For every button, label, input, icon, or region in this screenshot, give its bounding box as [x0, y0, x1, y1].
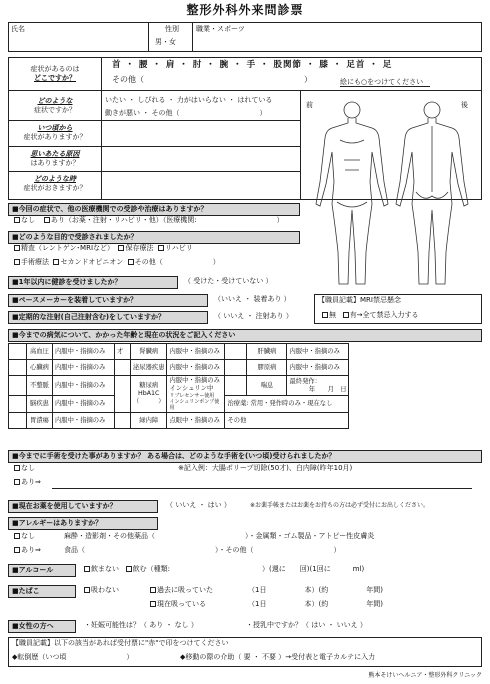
checkbox-icon[interactable] [14, 547, 20, 553]
history-table[interactable]: 高血圧 内服中・指摘のみ 才 腎臓病 内服中・指摘のみ 肝臓病 内服中・指摘のみ 心臓病 内服中・指摘のみ 泌尿器疾患 内服中・指摘のみ 膠原病 内服中・指摘のみ 不整脈 内服中・指摘のみ 糖尿病 HbA1C （ ） 内服中・指摘のみ インシュリン中 リブレセンサー使用 インシュリンポンプ使用 喘息 最終発作： 年 月 日 脳疾患 内服中・指摘のみ 治療薬: 常用・発作時のみ・現在なし 胃潰瘍 内服中・指摘のみ 緑内障 点眼中・指摘のみ その他 [8, 343, 349, 429]
q-women-nursing[interactable]: ・授乳中ですか？（ はい ・ いいえ ） [246, 621, 367, 629]
figure-caption: 絵にも○をつけてください [340, 78, 424, 86]
body-figure[interactable] [302, 92, 482, 292]
q-medicine-answer[interactable]: （ いいえ ・ はい ） [166, 501, 231, 509]
checkbox-icon[interactable] [343, 312, 349, 318]
checkbox-icon[interactable] [158, 245, 164, 251]
q-surgery-none[interactable]: なし [14, 464, 35, 473]
checkbox-icon[interactable] [118, 245, 124, 251]
checkbox-icon[interactable] [126, 566, 132, 572]
q-injection-header: ■定期的な注射(自己注射含む)をしていますか？ [8, 311, 208, 324]
sex-label: 性別 [165, 25, 179, 33]
staff-mri-title: 【職員記載】MRI禁忌懸念 [318, 296, 401, 304]
q-smoke-now[interactable]: 現在吸っている [150, 600, 206, 609]
q-surgery-yes[interactable]: あり⇒ [14, 478, 41, 487]
q-women-pregnant[interactable]: ・妊娠可能性は？（ あり ・ なし ） [84, 621, 198, 629]
checkbox-icon[interactable] [53, 259, 59, 265]
q-medicine-note: ※お薬手帳またはお薬をお持ちの方は必ず受付にお出しください。 [250, 502, 430, 509]
q-other-clinic-header: ■今回の症状で、他の医療機関での受診や治療はありますか？ [8, 203, 300, 216]
body-parts-other[interactable]: その他（ ） [112, 75, 312, 84]
front-label: 前 [306, 101, 313, 109]
q-allergy-none[interactable]: なし [14, 532, 35, 541]
how-options[interactable]: いたい ・ しびれる ・ 力がはいらない ・ はれている [105, 96, 273, 104]
q-pacemaker-header: ■ペースメーカーを装着していますか？ [8, 294, 208, 307]
q-smoke-past[interactable]: 過去に吸っていた [150, 586, 213, 595]
q-smoke-past-detail[interactable]: （1日 本）(約 年間) [248, 586, 383, 594]
timing-label: どのような時 症状がおきますか？ [23, 175, 87, 192]
when-label: いつ頃から 症状がありますか？ [23, 124, 87, 141]
q-other-clinic-options[interactable]: なし あり（お薬・注射・リハビリ・他）（医療機関: ） [14, 216, 284, 225]
job-label: 職業・スポーツ [196, 25, 245, 33]
q-checkup-header: ■1年以内に健診を受けましたか？ [8, 276, 178, 289]
q-allergy-food[interactable]: 食品（ ）・その他（ ） [64, 546, 341, 554]
body-front-icon [316, 102, 388, 284]
staff-note-title: 【職員記載】以下の該当があれば受付票に"赤"で印をつけてください [12, 639, 229, 647]
q-smoke-no[interactable]: 吸わない [84, 586, 119, 595]
name-label: 氏名 [11, 25, 25, 33]
staff-note-move[interactable]: ◆移動の際の介助（ 要 ・ 不要 ）→受付表と電子カルテに入力 [180, 653, 376, 661]
q-alcohol-options[interactable]: 飲まない 飲む（種類: ）(週に 回)(1回に ml) [84, 565, 364, 574]
checkbox-icon[interactable] [14, 217, 20, 223]
checkbox-icon[interactable] [14, 465, 20, 471]
q-allergy-drug[interactable]: 麻酔・造影剤・その他薬品（ ）・金属類・ゴム製品・アトピー性皮膚炎 [64, 532, 375, 540]
q-smoke-header: ■たばこ [8, 585, 76, 598]
staff-mri-options[interactable]: 無 有→全て禁忌入力する [322, 311, 419, 320]
cause-label: 思いあたる原因 はありますか？ [30, 150, 80, 167]
sex-options[interactable]: 男・女 [155, 38, 176, 46]
q-medicine-header: ■現在お薬を使用していますか？ [8, 500, 158, 513]
how-label: どのような 症状ですか？ [34, 97, 76, 114]
back-label: 後 [461, 101, 468, 109]
q-pacemaker-answer[interactable]: （いいえ ・ 装着あり ） [214, 295, 291, 303]
q-surgery-header: ■今までに手術を受けた事がありますか？ ある場合は、どのような手術を(いつ頃)受けられましたか？ [8, 450, 482, 463]
q-allergy-header: ■アレルギーはありますか？ [8, 517, 158, 530]
checkbox-icon[interactable] [14, 533, 20, 539]
q-alcohol-header: ■アルコール [8, 564, 76, 577]
header-box [8, 22, 482, 52]
checkbox-icon[interactable] [150, 587, 156, 593]
q-surgery-example: ※記入例：大腸ポリープ切除(50才)、白内障(昨年10月) [178, 464, 353, 472]
q-purpose-row2[interactable]: 手術療法 セカンドオピニオン その他（ ） [14, 258, 220, 267]
q-history-header: ■今までの病気について、かかった年齢と現在の状況をご記入ください [8, 329, 482, 342]
checkbox-icon[interactable] [322, 312, 328, 318]
q-checkup-answer[interactable]: （ 受けた・受けていない ） [184, 277, 273, 285]
footer-clinic: 熊本そけいヘルニア・整形外科クリニック [368, 672, 482, 679]
checkbox-icon[interactable] [44, 217, 50, 223]
body-parts-options[interactable]: 首 ・ 腰 ・ 肩 ・ 肘 ・ 腕 ・ 手 ・ 股関節 ・ 膝 ・ 足首 ・ 足 [112, 60, 393, 70]
form-title: 整形外科外来問診票 [186, 3, 304, 17]
q-purpose-header: ■どのような目的で受診されましたか？ [8, 231, 300, 244]
body-back-icon [396, 102, 468, 284]
checkbox-icon[interactable] [84, 566, 90, 572]
q-allergy-yes[interactable]: あり⇒ [14, 546, 41, 555]
checkbox-icon[interactable] [128, 259, 134, 265]
checkbox-icon[interactable] [150, 601, 156, 607]
checkbox-icon[interactable] [84, 587, 90, 593]
staff-note-fall[interactable]: ◆転倒歴（いつ頃 ） [12, 653, 134, 661]
checkbox-icon[interactable] [14, 259, 20, 265]
checkbox-icon[interactable] [14, 479, 20, 485]
checkbox-icon[interactable] [14, 245, 20, 251]
q-purpose-row1[interactable]: 精査（レントゲン･MRIなど） 保存療法 リハビリ [14, 244, 193, 253]
q-smoke-now-detail[interactable]: （1日 本）(約 年間) [248, 600, 383, 608]
q-injection-answer[interactable]: （ いいえ ・ 注射あり ） [214, 312, 293, 320]
how-other[interactable]: 動きが悪い ・ その他（ ） [105, 109, 267, 117]
q-women-header: ■女性の方へ [8, 620, 76, 633]
where-label: 症状があるのは どこですか？ [30, 65, 80, 82]
